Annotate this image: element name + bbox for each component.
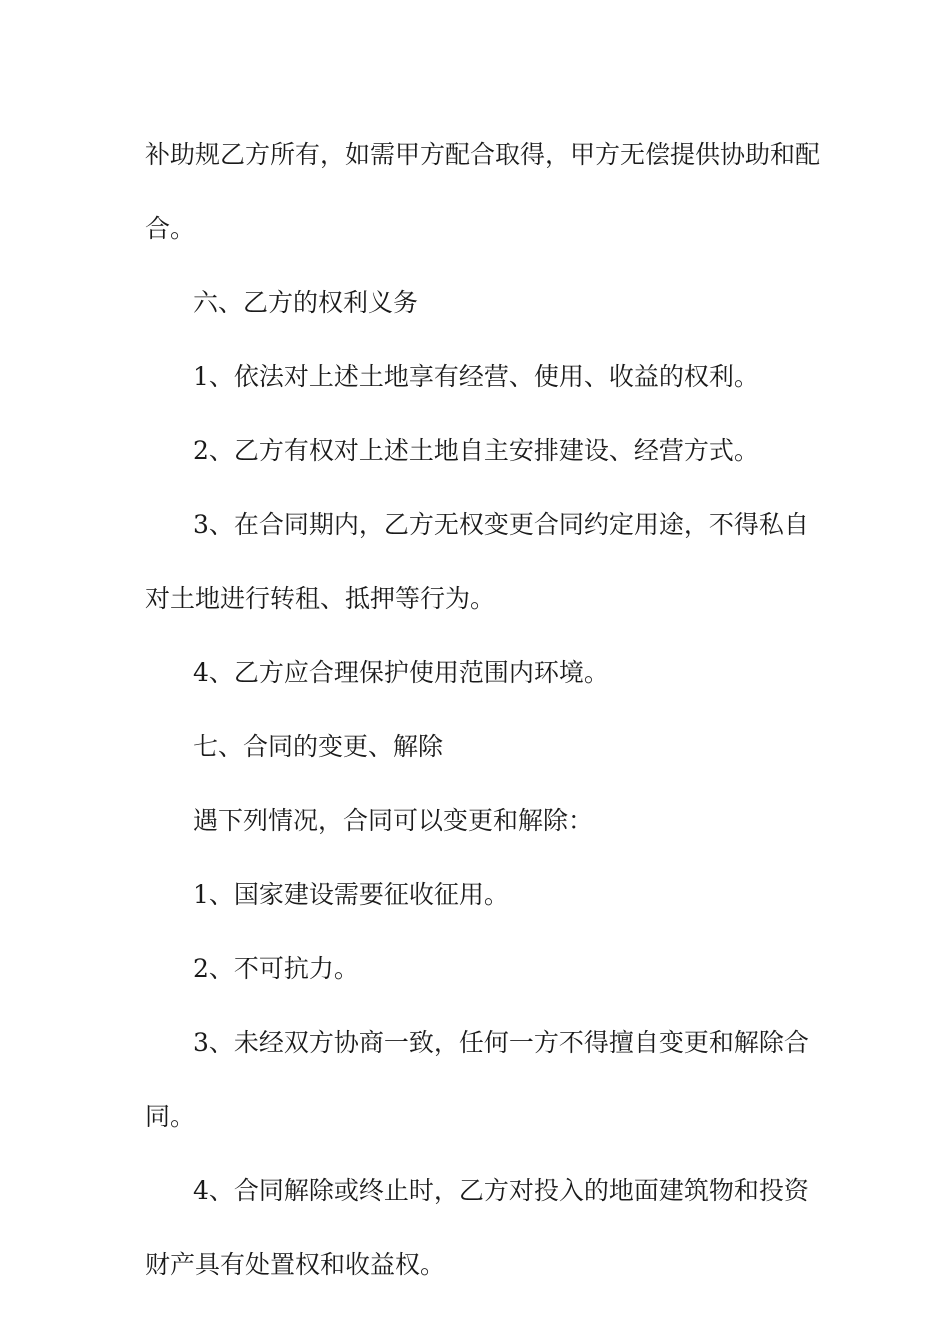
section-heading-6: 六、乙方的权利义务 [193,288,419,317]
section-7-intro: 遇下列情况，合同可以变更和解除： [193,806,594,835]
clause-6-2: 2、乙方有权对上述土地自主安排建设、经营方式。 [193,436,759,465]
clause-7-1: 1、国家建设需要征收征用。 [193,880,509,909]
clause-7-2: 2、不可抗力。 [193,954,359,983]
clause-6-1: 1、依法对上述土地享有经营、使用、收益的权利。 [193,362,759,391]
clause-6-3: 3、在合同期内，乙方无权变更合同约定用途，不得私自对土地进行转租、抵押等行为。 [145,510,809,613]
paragraph-1: 补助规乙方所有，如需甲方配合取得，甲方无偿提供协助和配合。 [145,140,821,243]
clause-7-4: 4、合同解除或终止时，乙方对投入的地面建筑物和投资财产具有处置权和收益权。 [145,1176,809,1279]
clause-7-3: 3、未经双方协商一致，任何一方不得擅自变更和解除合同。 [145,1028,809,1131]
document-body [145,118,820,1302]
clause-6-4: 4、乙方应合理保护使用范围内环境。 [193,658,609,687]
section-heading-7: 七、合同的变更、解除 [193,732,444,761]
